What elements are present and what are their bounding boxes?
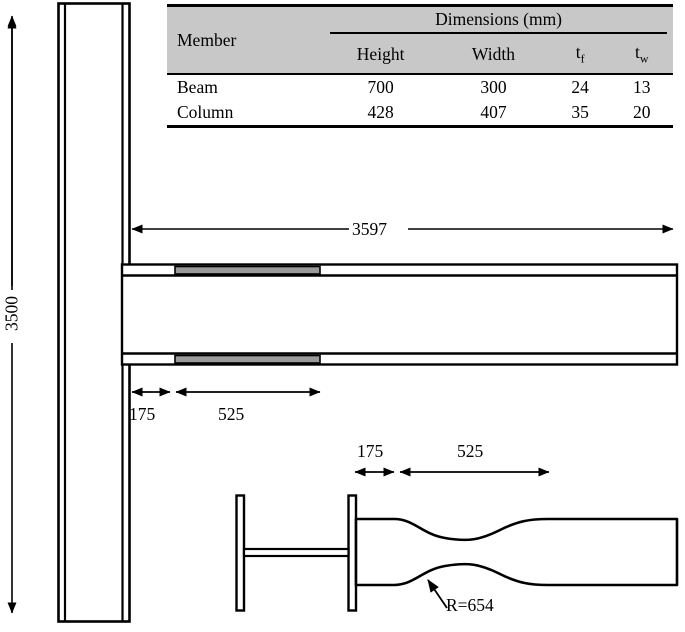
header-tw — [610, 36, 673, 74]
table-row-beam — [167, 74, 673, 100]
cell-tw-column: 20 — [610, 100, 673, 127]
rbs-plate-top — [175, 267, 320, 275]
leader-rbs-radius — [428, 580, 447, 608]
table-row-column — [167, 100, 673, 127]
table-body — [167, 74, 673, 127]
cell-tf-beam: 24 — [550, 74, 611, 100]
label-beam-span: 3597 — [352, 219, 387, 239]
header-tw-base: t — [634, 42, 640, 63]
header-height: Height — [356, 44, 405, 64]
header-tf-base: t — [575, 42, 581, 63]
cell-height-column: 428 — [324, 100, 437, 127]
header-dimensions-group — [324, 6, 673, 37]
label-elevation-rbs-length: 525 — [218, 404, 245, 424]
label-detail-rbs-length: 525 — [457, 441, 484, 461]
header-tf — [550, 36, 611, 74]
cell-member-beam: Beam — [167, 74, 324, 100]
cell-width-column: 407 — [437, 100, 550, 127]
table-header — [167, 6, 673, 75]
column-elevation — [59, 4, 130, 622]
cell-member-column: Column — [167, 100, 324, 127]
table-header-group-row — [167, 6, 673, 37]
rbs-plate-bottom — [175, 356, 320, 364]
header-dimensions-group-label: Dimensions (mm) — [330, 9, 667, 34]
header-member: Member — [167, 6, 324, 75]
label-column-height: 3500 — [1, 296, 22, 331]
header-tf-sub: f — [580, 51, 585, 66]
header-width: Width — [471, 44, 515, 64]
cell-tw-beam: 13 — [610, 74, 673, 100]
label-rbs-radius: R=654 — [446, 595, 494, 615]
label-detail-offset: 175 — [357, 441, 384, 461]
member-dimensions-table — [167, 4, 673, 128]
label-elevation-offset: 175 — [129, 404, 156, 424]
beam-elevation — [122, 265, 677, 365]
header-tw-sub: w — [639, 51, 649, 66]
rbs-beam-plan-outline — [356, 519, 677, 585]
cell-height-beam: 700 — [324, 74, 437, 100]
cell-tf-column: 35 — [550, 100, 611, 127]
column-plan-section — [237, 496, 357, 611]
cell-width-beam: 300 — [437, 74, 550, 100]
